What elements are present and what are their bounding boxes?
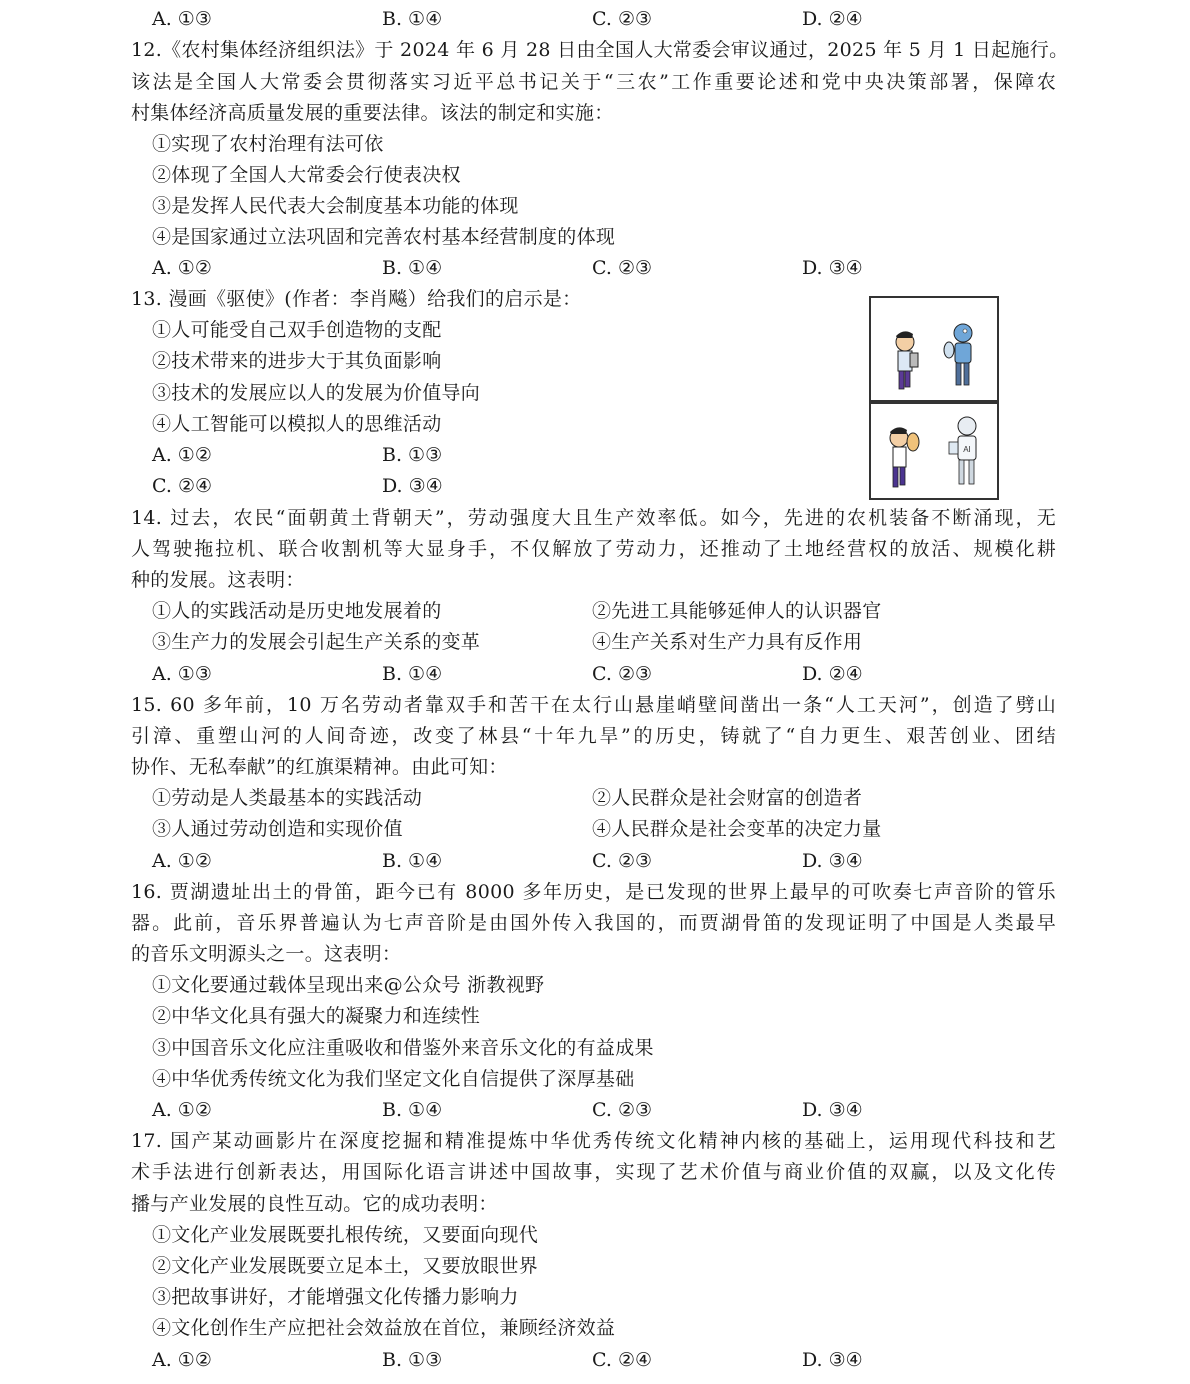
statement-3: ③中国音乐文化应注重吸收和借鉴外来音乐文化的有益成果 — [152, 1037, 654, 1059]
question-stem: 14. 过去，农民“面朝黄土背朝天”，劳动强度大且生产效率低。如今，先进的农机装备不断涌现，无 — [131, 507, 1056, 529]
svg-text:AI: AI — [963, 445, 971, 454]
statement-3: ③把故事讲好，才能增强文化传播力影响力 — [152, 1286, 519, 1308]
statement-2: ②体现了全国人大常委会行使表决权 — [152, 164, 461, 186]
option-c[interactable]: C. ②③ — [592, 850, 653, 872]
statement-3: ③人通过劳动创造和实现价值 — [152, 818, 403, 840]
question-stem: 种的发展。这表明： — [131, 569, 305, 591]
option-b[interactable]: B. ①④ — [382, 850, 443, 872]
option-b[interactable]: B. ①③ — [382, 444, 443, 466]
comic-illustration — [869, 296, 999, 500]
question-stem: 17. 国产某动画影片在深度挖掘和精准提炼中华优秀传统文化精神内核的基础上，运用现代科技和艺 — [131, 1130, 1056, 1152]
question-stem: 引漳、重塑山河的人间奇迹，改变了林县“十年九旱”的历史，铸就了“自力更生、艰苦创业、团结 — [131, 725, 1056, 747]
option-b[interactable]: B. ①④ — [382, 257, 443, 279]
option-d[interactable]: D. ③④ — [802, 257, 863, 279]
option-d[interactable]: D. ③④ — [802, 1099, 863, 1121]
statement-1: ①文化要通过载体呈现出来@公众号 浙教视野 — [152, 974, 545, 996]
option-c[interactable]: C. ②③ — [592, 1099, 653, 1121]
statement-2: ②技术带来的进步大于其负面影响 — [152, 350, 442, 372]
question-stem: 16. 贾湖遗址出土的骨笛，距今已有 8000 多年历史，是已发现的世界上最早的可吹奏七声音阶的管乐 — [131, 881, 1056, 903]
question-stem: 人驾驶拖拉机、联合收割机等大显身手，不仅解放了劳动力，还推动了土地经营权的放活、规模化耕 — [131, 538, 1056, 560]
statement-4: ④生产关系对生产力具有反作用 — [592, 631, 863, 653]
statement-4: ④人工智能可以模拟人的思维活动 — [152, 413, 442, 435]
statement-1: ①人的实践活动是历史地发展着的 — [152, 600, 442, 622]
question-stem: 该法是全国人大常委会贯彻落实习近平总书记关于“三农”工作重要论述和党中央决策部署，保障农 — [131, 71, 1056, 93]
option-d[interactable]: D. ②④ — [802, 663, 863, 685]
wound-man-and-ai-robot-icon — [871, 404, 997, 498]
statement-1: ①劳动是人类最基本的实践活动 — [152, 787, 423, 809]
statement-3: ③是发挥人民代表大会制度基本功能的体现 — [152, 195, 519, 217]
option-a[interactable]: A. ①② — [152, 1099, 212, 1121]
statement-3: ③生产力的发展会引起生产关系的变革 — [152, 631, 481, 653]
statement-4: ④是国家通过立法巩固和完善农村基本经营制度的体现 — [152, 226, 616, 248]
question-stem: 器。此前，音乐界普遍认为七声音阶是由国外传入我国的，而贾湖骨笛的发现证明了中国是人类最早 — [131, 912, 1056, 934]
statement-2: ②文化产业发展既要立足本土，又要放眼世界 — [152, 1255, 539, 1277]
comic-panel-2 — [869, 402, 999, 500]
option-b[interactable]: B. ①④ — [382, 8, 443, 30]
statement-1: ①实现了农村治理有法可依 — [152, 133, 384, 155]
option-c[interactable]: C. ②④ — [592, 1349, 653, 1371]
option-a[interactable]: A. ①② — [152, 850, 212, 872]
question-stem: 的音乐文明源头之一。这表明： — [131, 943, 402, 965]
option-a[interactable]: A. ①③ — [152, 663, 212, 685]
option-b[interactable]: B. ①④ — [382, 1099, 443, 1121]
statement-2: ②人民群众是社会财富的创造者 — [592, 787, 863, 809]
statement-4: ④中华优秀传统文化为我们坚定文化自信提供了深厚基础 — [152, 1068, 635, 1090]
statement-1: ①文化产业发展既要扎根传统，又要面向现代 — [152, 1224, 539, 1246]
option-c[interactable]: C. ②③ — [592, 663, 653, 685]
question-stem: 村集体经济高质量发展的重要法律。该法的制定和实施： — [131, 102, 614, 124]
question-stem: 协作、无私奉献”的红旗渠精神。由此可知： — [131, 756, 508, 778]
statement-2: ②中华文化具有强大的凝聚力和连续性 — [152, 1005, 481, 1027]
man-and-wound-robot-icon — [871, 298, 997, 400]
statement-1: ①人可能受自己双手创造物的支配 — [152, 319, 442, 341]
statement-2: ②先进工具能够延伸人的认识器官 — [592, 600, 882, 622]
option-a[interactable]: A. ①② — [152, 257, 212, 279]
option-c[interactable]: C. ②④ — [152, 475, 213, 497]
option-a[interactable]: A. ①③ — [152, 8, 212, 30]
option-a[interactable]: A. ①② — [152, 1349, 212, 1371]
option-b[interactable]: B. ①④ — [382, 663, 443, 685]
question-stem: 播与产业发展的良性互动。它的成功表明： — [131, 1193, 498, 1215]
comic-panel-1 — [869, 296, 999, 402]
statement-3: ③技术的发展应以人的发展为价值导向 — [152, 382, 481, 404]
option-d[interactable]: D. ③④ — [802, 1349, 863, 1371]
option-c[interactable]: C. ②③ — [592, 257, 653, 279]
option-a[interactable]: A. ①② — [152, 444, 212, 466]
option-d[interactable]: D. ②④ — [802, 8, 863, 30]
statement-4: ④文化创作生产应把社会效益放在首位，兼顾经济效益 — [152, 1317, 616, 1339]
question-stem: 12.《农村集体经济组织法》于 2024 年 6 月 28 日由全国人大常委会审议通过，2025 年 5 月 1 日起施行。 — [131, 39, 1069, 61]
option-b[interactable]: B. ①③ — [382, 1349, 443, 1371]
option-d[interactable]: D. ③④ — [802, 850, 863, 872]
option-c[interactable]: C. ②③ — [592, 8, 653, 30]
statement-4: ④人民群众是社会变革的决定力量 — [592, 818, 882, 840]
question-stem: 15. 60 多年前，10 万名劳动者靠双手和苦干在太行山悬崖峭壁间凿出一条“人工天河”，创造了劈山 — [131, 694, 1056, 716]
option-d[interactable]: D. ③④ — [382, 475, 443, 497]
question-stem: 术手法进行创新表达，用国际化语言讲述中国故事，实现了艺术价值与商业价值的双赢，以及文化传 — [131, 1161, 1056, 1183]
question-stem: 13. 漫画《驱使》(作者：李肖飚）给我们的启示是： — [131, 288, 582, 310]
